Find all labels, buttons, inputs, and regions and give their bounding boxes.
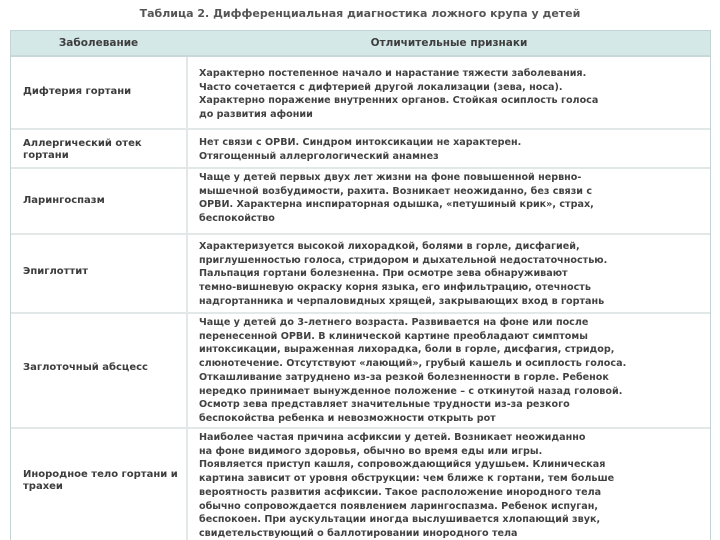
sign-line: Откашливание затруднено из-за резкой болезненности в горле. Ребенок <box>199 371 609 383</box>
row-disease-epiglottitis: Эпиглоттит <box>23 266 89 277</box>
sign-line: интоксикации, выраженная лихорадка, боли в горле, дисфагия, стридор, <box>199 344 615 356</box>
sign-line: темно-вишневую окраску корня языка, его инфильтрацию, отечность <box>199 282 591 294</box>
row-separator <box>11 233 710 235</box>
header-disease: Заболевание <box>58 37 139 49</box>
sign-line: свидетельствующий о баллотировании инородного тела <box>199 527 518 539</box>
row-disease-retropharyngeal-abscess: Заглоточный абсцесс <box>23 362 148 373</box>
row-signs-epiglottitis <box>199 240 704 309</box>
sign-line: надгортанника и черпаловидных хрящей, закрывающих вход в гортань <box>199 295 605 307</box>
sign-line: до развития афонии <box>199 109 313 121</box>
row-signs-laryngospasm <box>199 171 704 226</box>
table-header <box>11 31 710 57</box>
header-signs: Отличительные признаки <box>370 37 528 49</box>
sign-line: перенесенной ОРВИ. В клинической картине преобладают симптомы <box>199 330 588 342</box>
sign-line: Часто сочетается с дифтерией другой локализации (зева, носа). <box>199 81 563 93</box>
row-disease-laryngospasm: Ларингоспазм <box>23 195 105 206</box>
sign-line: вероятность развития асфиксии. Такое расположение инородного тела <box>199 486 602 498</box>
sign-line: Характеризуется высокой лихорадкой, болями в горле, дисфагией, <box>199 241 580 252</box>
row-signs-foreign-body <box>199 431 704 540</box>
sign-line: Нет связи с ОРВИ. Синдром интоксикации не характерен. <box>199 137 522 148</box>
sign-line: обычно сопровождается появлением ларингоспазма. Ребенок испуган, <box>199 500 599 512</box>
sign-line: на фоне видимого здоровья, обычно во время еды или игры. <box>199 445 543 457</box>
sign-line: Отягощенный аллергологический анамнез <box>199 150 439 162</box>
sign-line: Появляется приступ кашля, сопровождающийся удушьем. Клиническая <box>199 459 606 471</box>
sign-line: Наиболее частая причина асфиксии у детей. Возникает неожиданно <box>199 432 586 443</box>
sign-line: приглушенностью голоса, стридором и дыхательной недостаточностью. <box>199 254 608 266</box>
sign-line: Чаще у детей до 3-летнего возраста. Развивается на фоне или после <box>199 317 589 328</box>
sign-line: нередко принимает вынужденное положение – с откинутой назад головой. <box>199 385 623 397</box>
sign-line: Пальпация гортани болезненна. При осмотре зева обнаруживают <box>199 268 568 280</box>
sign-line: ОРВИ. Характерна инспираторная одышка, «петушиный крик», страх, <box>199 199 594 211</box>
sign-line: беспокоен. При аускультации иногда выслушивается хлопающий звук, <box>199 514 601 526</box>
sign-line: Чаще у детей первых двух лет жизни на фоне повышенной нервно- <box>199 172 582 183</box>
row-signs-allergic-edema <box>199 136 704 163</box>
sign-line: Осмотр зева представляет значительные трудности из-за резкого <box>199 399 570 411</box>
sign-line: Характерно постепенное начало и нарастание тяжести заболевания. <box>199 68 587 79</box>
row-disease-allergic-edema: Аллергический отек гортани <box>23 138 142 161</box>
table-title: Таблица 2. Дифференциальная диагностика ложного крупа у детей <box>139 7 581 20</box>
differential-diagnosis-table <box>10 30 711 540</box>
row-disease-foreign-body: Инородное тело гортани и трахеи <box>23 469 178 492</box>
row-disease-diphtheria: Дифтерия гортани <box>23 86 132 97</box>
row-separator <box>11 128 710 130</box>
sign-line: беспокойство <box>199 213 275 225</box>
row-separator <box>11 312 710 314</box>
sign-line: беспокойства ребенка и невозможности открыть рот <box>199 412 496 424</box>
column-divider <box>186 31 188 540</box>
row-signs-retropharyngeal-abscess <box>199 316 704 426</box>
sign-line: Характерно поражение внутренних органов. Стойкая осиплость голоса <box>199 95 599 107</box>
sign-line: картина зависит от уровня обструкции: чем ближе к гортани, тем больше <box>199 473 615 485</box>
row-signs-diphtheria <box>199 67 704 122</box>
sign-line: мышечной возбудимости, рахита. Возникает неожиданно, без связи с <box>199 185 593 197</box>
sign-line: слюнотечение. Отсутствуют «лающий», грубый кашель и осиплость голоса. <box>199 358 627 370</box>
row-separator <box>11 167 710 169</box>
row-separator <box>11 427 710 429</box>
